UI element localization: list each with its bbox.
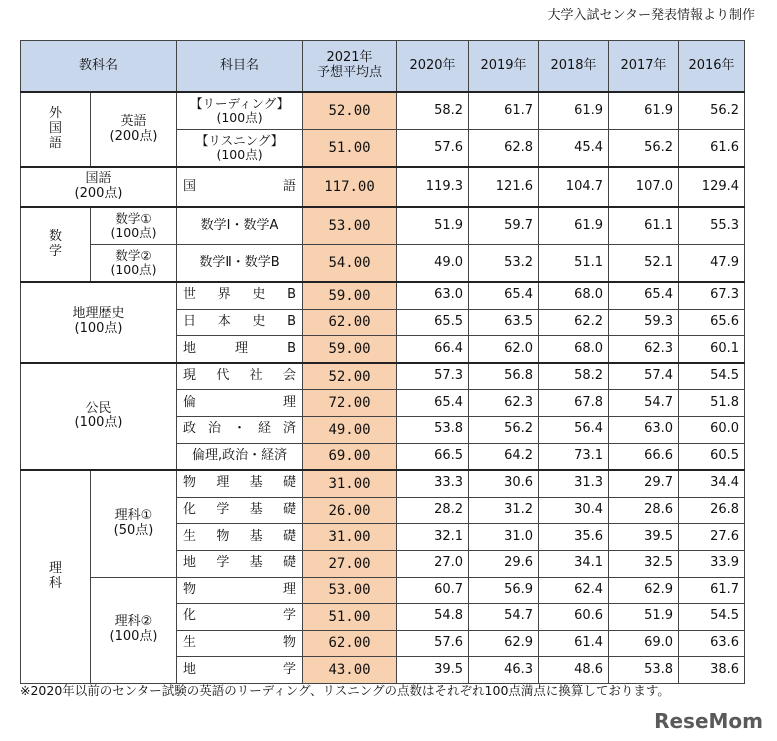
table-row (21, 167, 745, 207)
score-2020: 39.5 (397, 657, 469, 684)
table-body (21, 92, 745, 683)
predicted-average: 31.00 (303, 524, 397, 551)
score-2016: 38.6 (679, 657, 745, 684)
subject-name: 地学基礎 (177, 550, 303, 577)
predicted-average: 62.00 (303, 309, 397, 336)
subject-name: 生物 (177, 630, 303, 657)
score-2017: 56.2 (609, 130, 679, 168)
score-2017: 52.1 (609, 245, 679, 283)
score-2016: 60.5 (679, 443, 745, 470)
score-2018: 34.1 (539, 550, 609, 577)
subject-name: 地学 (177, 657, 303, 684)
score-2020: 58.2 (397, 92, 469, 130)
score-2020: 65.4 (397, 390, 469, 417)
score-2017: 28.6 (609, 497, 679, 524)
score-2018: 58.2 (539, 363, 609, 390)
score-2020: 66.4 (397, 336, 469, 363)
score-2018: 67.8 (539, 390, 609, 417)
table-row (21, 577, 745, 604)
predicted-average: 49.00 (303, 416, 397, 443)
score-2020: 33.3 (397, 470, 469, 497)
table-row (21, 245, 745, 283)
score-2017: 39.5 (609, 524, 679, 551)
predicted-average: 59.00 (303, 282, 397, 309)
subject-name: 化学 (177, 604, 303, 631)
subject-name: 生物基礎 (177, 524, 303, 551)
score-2017: 66.6 (609, 443, 679, 470)
score-2017: 51.9 (609, 604, 679, 631)
score-2020: 119.3 (397, 167, 469, 207)
score-2020: 54.8 (397, 604, 469, 631)
header-prediction (303, 41, 397, 93)
score-2020: 63.0 (397, 282, 469, 309)
predicted-average: 52.00 (303, 363, 397, 390)
score-2016: 60.0 (679, 416, 745, 443)
score-2019: 62.9 (469, 630, 539, 657)
score-2018: 60.6 (539, 604, 609, 631)
group-science: 理 科 (21, 470, 91, 683)
score-2017: 53.8 (609, 657, 679, 684)
average-score-table (20, 40, 745, 684)
group-sci2: 理科② (100点) (91, 577, 177, 683)
score-2017: 32.5 (609, 550, 679, 577)
score-2019: 61.7 (469, 92, 539, 130)
predicted-average: 51.00 (303, 130, 397, 168)
score-2017: 29.7 (609, 470, 679, 497)
score-2020: 57.6 (397, 630, 469, 657)
score-2019: 31.0 (469, 524, 539, 551)
group-english: 英語 (200点) (91, 92, 177, 167)
header-2018: 2018年 (539, 41, 609, 93)
subject-name: 地理B (177, 336, 303, 363)
subject-name: 化学基礎 (177, 497, 303, 524)
table-row (21, 92, 745, 130)
score-2019: 56.8 (469, 363, 539, 390)
footnote: ※2020年以前のセンター試験の英語のリーディング、リスニングの点数はそれぞれ100点満点に換算しております。 (20, 683, 670, 698)
score-2019: 29.6 (469, 550, 539, 577)
subject-name: 数学Ⅱ・数学B (177, 245, 303, 283)
score-2019: 65.4 (469, 282, 539, 309)
subject-name: 数学Ⅰ・数学A (177, 207, 303, 245)
group-math1: 数学① (100点) (91, 207, 177, 245)
score-2018: 62.4 (539, 577, 609, 604)
predicted-average: 53.00 (303, 577, 397, 604)
score-2019: 62.3 (469, 390, 539, 417)
score-2018: 68.0 (539, 282, 609, 309)
group-japanese: 国語 (200点) (21, 167, 177, 207)
predicted-average: 72.00 (303, 390, 397, 417)
score-2016: 56.2 (679, 92, 745, 130)
score-2020: 49.0 (397, 245, 469, 283)
score-2017: 62.9 (609, 577, 679, 604)
subject-name: 【リーディング】 (100点) (177, 92, 303, 130)
score-2018: 56.4 (539, 416, 609, 443)
score-2018: 35.6 (539, 524, 609, 551)
group-civics: 公民 (100点) (21, 363, 177, 470)
score-2020: 28.2 (397, 497, 469, 524)
score-2016: 63.6 (679, 630, 745, 657)
score-2020: 60.7 (397, 577, 469, 604)
subject-name: 国語 (177, 167, 303, 207)
score-2018: 30.4 (539, 497, 609, 524)
predicted-average: 59.00 (303, 336, 397, 363)
score-2016: 47.9 (679, 245, 745, 283)
source-credit: 大学入試センター発表情報より制作 (547, 8, 755, 23)
score-2017: 59.3 (609, 309, 679, 336)
header-2020: 2020年 (397, 41, 469, 93)
subject-name: 日本史B (177, 309, 303, 336)
score-2016: 51.8 (679, 390, 745, 417)
score-2020: 57.3 (397, 363, 469, 390)
score-2016: 33.9 (679, 550, 745, 577)
header-2017: 2017年 (609, 41, 679, 93)
predicted-average: 31.00 (303, 470, 397, 497)
group-math2: 数学② (100点) (91, 245, 177, 283)
score-2019: 53.2 (469, 245, 539, 283)
score-2017: 69.0 (609, 630, 679, 657)
subject-name: 物理 (177, 577, 303, 604)
predicted-average: 54.00 (303, 245, 397, 283)
score-2017: 57.4 (609, 363, 679, 390)
subject-name: 倫理 (177, 390, 303, 417)
table-row (21, 207, 745, 245)
score-2018: 31.3 (539, 470, 609, 497)
score-2019: 56.2 (469, 416, 539, 443)
score-2016: 61.6 (679, 130, 745, 168)
score-2018: 68.0 (539, 336, 609, 363)
score-2016: 65.6 (679, 309, 745, 336)
score-2018: 61.4 (539, 630, 609, 657)
score-2016: 55.3 (679, 207, 745, 245)
header-2016: 2016年 (679, 41, 745, 93)
score-2016: 27.6 (679, 524, 745, 551)
subject-name: 世界史B (177, 282, 303, 309)
table-row (21, 363, 745, 390)
score-2019: 56.9 (469, 577, 539, 604)
score-2019: 31.2 (469, 497, 539, 524)
group-geohist: 地理歴史 (100点) (21, 282, 177, 363)
resemom-logo: ReseMom (654, 709, 763, 733)
score-2020: 66.5 (397, 443, 469, 470)
score-2017: 62.3 (609, 336, 679, 363)
subject-name: 現代社会 (177, 363, 303, 390)
subject-name: 【リスニング】 (100点) (177, 130, 303, 168)
score-2019: 46.3 (469, 657, 539, 684)
score-2016: 60.1 (679, 336, 745, 363)
score-2019: 121.6 (469, 167, 539, 207)
score-2020: 57.6 (397, 130, 469, 168)
header-row (21, 41, 745, 93)
header-prediction-label: 予想平均点 (317, 65, 383, 80)
predicted-average: 26.00 (303, 497, 397, 524)
score-2018: 61.9 (539, 92, 609, 130)
subject-name: 政治・経済 (177, 416, 303, 443)
score-2020: 27.0 (397, 550, 469, 577)
header-subject: 科目名 (177, 41, 303, 93)
score-2016: 61.7 (679, 577, 745, 604)
group-sci1: 理科① (50点) (91, 470, 177, 577)
score-2017: 65.4 (609, 282, 679, 309)
score-2018: 51.1 (539, 245, 609, 283)
score-2016: 34.4 (679, 470, 745, 497)
table-row (21, 282, 745, 309)
predicted-average: 51.00 (303, 604, 397, 631)
subject-name: 物理基礎 (177, 470, 303, 497)
score-2017: 54.7 (609, 390, 679, 417)
predicted-average: 43.00 (303, 657, 397, 684)
score-2017: 63.0 (609, 416, 679, 443)
score-2019: 64.2 (469, 443, 539, 470)
header-category: 教科名 (21, 41, 177, 93)
table-row (21, 470, 745, 497)
score-2016: 54.5 (679, 363, 745, 390)
score-2016: 129.4 (679, 167, 745, 207)
score-2018: 45.4 (539, 130, 609, 168)
score-2017: 61.1 (609, 207, 679, 245)
score-2016: 26.8 (679, 497, 745, 524)
score-2019: 63.5 (469, 309, 539, 336)
score-2019: 59.7 (469, 207, 539, 245)
group-foreign: 外 国 語 (21, 92, 91, 167)
score-2018: 48.6 (539, 657, 609, 684)
header-2019: 2019年 (469, 41, 539, 93)
score-2016: 54.5 (679, 604, 745, 631)
score-2020: 53.8 (397, 416, 469, 443)
predicted-average: 27.00 (303, 550, 397, 577)
score-2019: 62.8 (469, 130, 539, 168)
header-prediction-year: 2021年 (326, 50, 373, 66)
score-2020: 32.1 (397, 524, 469, 551)
score-2019: 30.6 (469, 470, 539, 497)
score-2018: 73.1 (539, 443, 609, 470)
predicted-average: 62.00 (303, 630, 397, 657)
score-2017: 107.0 (609, 167, 679, 207)
score-2018: 61.9 (539, 207, 609, 245)
group-math: 数 学 (21, 207, 91, 282)
score-2020: 51.9 (397, 207, 469, 245)
score-2020: 65.5 (397, 309, 469, 336)
predicted-average: 69.00 (303, 443, 397, 470)
score-2016: 67.3 (679, 282, 745, 309)
predicted-average: 117.00 (303, 167, 397, 207)
score-2017: 61.9 (609, 92, 679, 130)
score-2019: 62.0 (469, 336, 539, 363)
predicted-average: 52.00 (303, 92, 397, 130)
score-2018: 62.2 (539, 309, 609, 336)
subject-name: 倫理,政治・経済 (177, 443, 303, 470)
score-2018: 104.7 (539, 167, 609, 207)
predicted-average: 53.00 (303, 207, 397, 245)
score-2019: 54.7 (469, 604, 539, 631)
